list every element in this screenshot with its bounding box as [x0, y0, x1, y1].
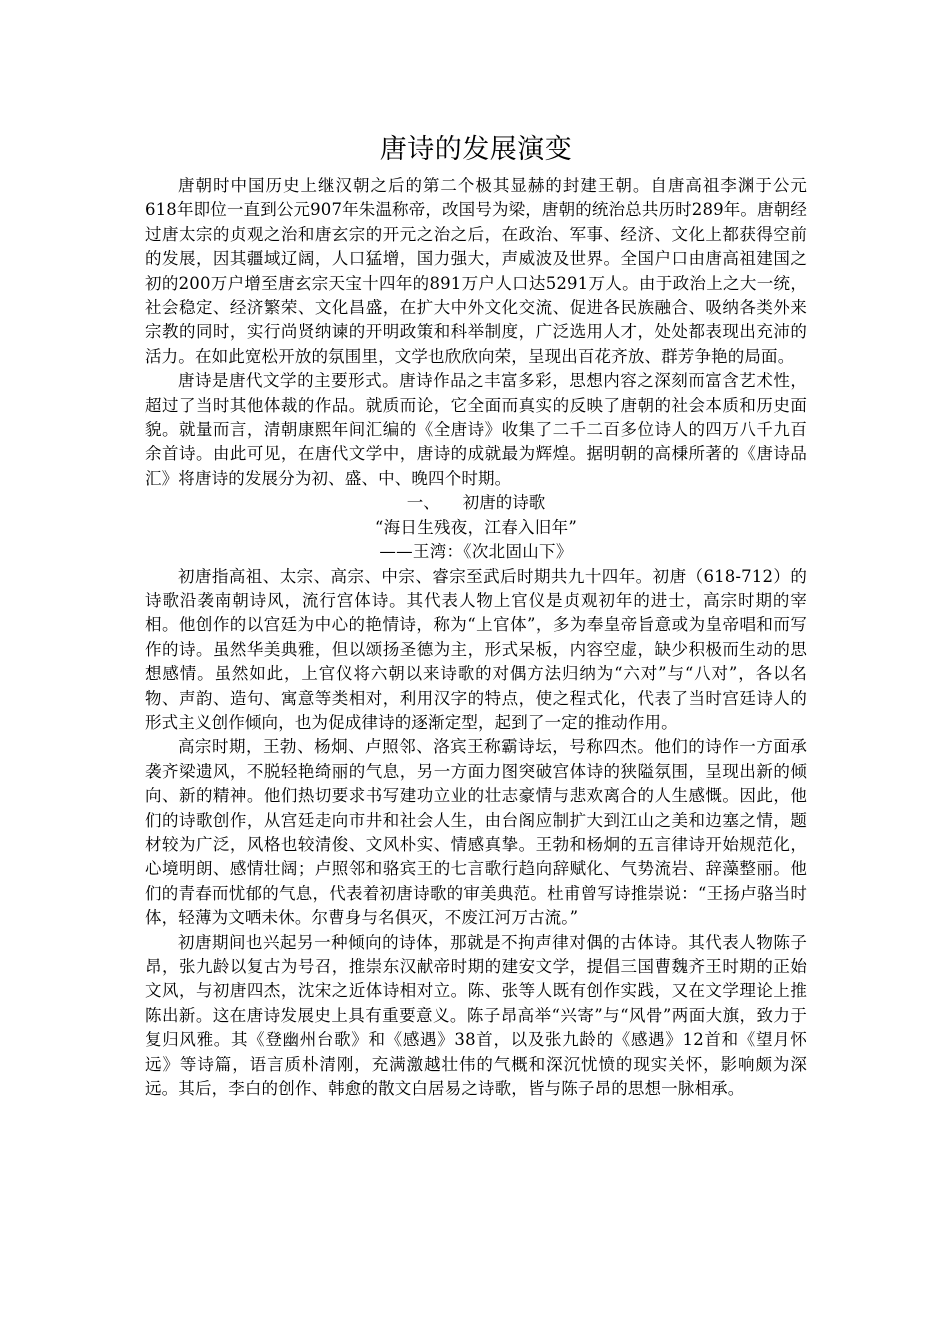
section-heading-text: 初唐的诗歌: [462, 493, 546, 513]
section-heading: [145, 491, 807, 515]
intro-paragraph-2: 唐诗是唐代文学的主要形式。唐诗作品之丰富多彩，思想内容之深刻而富含艺术性，超过了当时其他体裁的作品。就质而论，它全面而真实的反映了唐朝的社会本质和历史面貌。就量而言，清朝康熙年间汇编的《全唐诗》收集了二千二百多位诗人的四万八千九百余首诗。由此可见，在唐代文学中，唐诗的成就最为辉煌。据明朝的高棅所著的《唐诗品汇》将唐诗的发展分为初、盛、中、晚四个时期。: [145, 371, 807, 488]
document-body: [145, 132, 807, 1101]
epigraph-attribution: ——王湾：《次北固山下》: [379, 542, 573, 562]
section-paragraph-2: 高宗时期，王勃、杨炯、卢照邻、洛宾王称霸诗坛，号称四杰。他们的诗作一方面承袭齐梁遗风，不脱轻艳绮丽的气息，另一方面力图突破宫体诗的狭隘氛围，呈现出新的倾向、新的精神。他们热切要求书写建功立业的壮志豪情与悲欢离合的人生感慨。因此，他们的诗歌创作，从宫廷走向市井和社会人生，由台阁应制扩大到江山之美和边塞之情，题材较为广泛，风格也较清俊、文风朴实、情感真挚。王勃和杨炯的五言律诗开始规范化，心境明朗、感情壮阔；卢照邻和骆宾王的七言歌行趋向辞赋化、气势流岩、辞藻整丽。他们的青春而忧郁的气息，代表着初唐诗歌的审美典范。杜甫曾写诗推崇说：“王扬卢骆当时体，轻薄为文哂未休。尔曹身与名俱灭，不废江河万古流。”: [145, 737, 807, 928]
intro-paragraph-1: 唐朝时中国历史上继汉朝之后的第二个极其显赫的封建王朝。自唐高祖李渊于公元618年即位一直到公元907年朱温称帝，改国号为梁，唐朝的统治总共历时289年。唐朝经过唐太宗的贞观之治和唐玄宗的开元之治之后，在政治、军事、经济、文化上都获得空前的发展，因其疆域辽阔，人口猛增，国力强大，声威波及世界。全国户口由唐高祖建国之初的200万户增至唐玄宗天宝十四年的891万户人口达5291万人。由于政治上之大一统，社会稳定、经济繁荣、文化昌盛，在扩大中外文化交流、促进各民族融合、吸纳各类外来宗教的同时，实行尚贤纳谏的开明政策和科举制度，广泛选用人才，处处都表现出充沛的活力。在如此宽松开放的氛围里，文学也欣欣向荣，呈现出百花齐放、群芳争艳的局面。: [145, 176, 807, 366]
epigraph-quote: “海日生残夜，江春入旧年”: [374, 517, 578, 537]
document-title: 唐诗的发展演变: [379, 134, 573, 165]
section-number: 一、: [406, 493, 440, 513]
section-paragraph-1: 初唐指高祖、太宗、高宗、中宗、睿宗至武后时期共九十四年。初唐（618-712）的诗歌沿袭南朝诗风，流行宫体诗。其代表人物上官仪是贞观初年的进士，高宗时期的宰相。他创作的以宫廷为中心的艳情诗，称为“上官体”，多为奉皇帝旨意或为皇帝唱和而写作的诗。虽然华美典雅，但以颂扬圣德为主，形式呆板，内容空虚，缺少积极而生动的思想感情。虽然如此，上官仪将六朝以来诗歌的对偶方法归纳为“六对”与“八对”，各以名物、声韵、造句、寓意等类相对，利用汉字的特点，使之程式化，代表了当时宫廷诗人的形式主义创作倾向，也为促成律诗的逐渐定型，起到了一定的推动作用。: [145, 566, 807, 732]
section-paragraph-3: 初唐期间也兴起另一种倾向的诗体，那就是不拘声律对偶的古体诗。其代表人物陈子昂，张九龄以复古为号召，推崇东汉献帝时期的建安文学，提倡三国曹魏齐王时期的正始文风，与初唐四杰，沈宋之近体诗相对立。陈、张等人既有创作实践，又在文学理论上推陈出新。这在唐诗发展史上具有重要意义。陈子昂高举“兴寄”与“风骨”两面大旗，致力于复归风雅。其《登幽州台歌》和《感遇》38首，以及张九龄的《感遇》12首和《望月怀远》等诗篇，语言质朴清刚，充满激越壮伟的气概和深沉忧愤的现实关怀，影响颇为深远。其后，李白的创作、韩愈的散文白居易之诗歌，皆与陈子昂的思想一脉相承。: [145, 932, 807, 1099]
